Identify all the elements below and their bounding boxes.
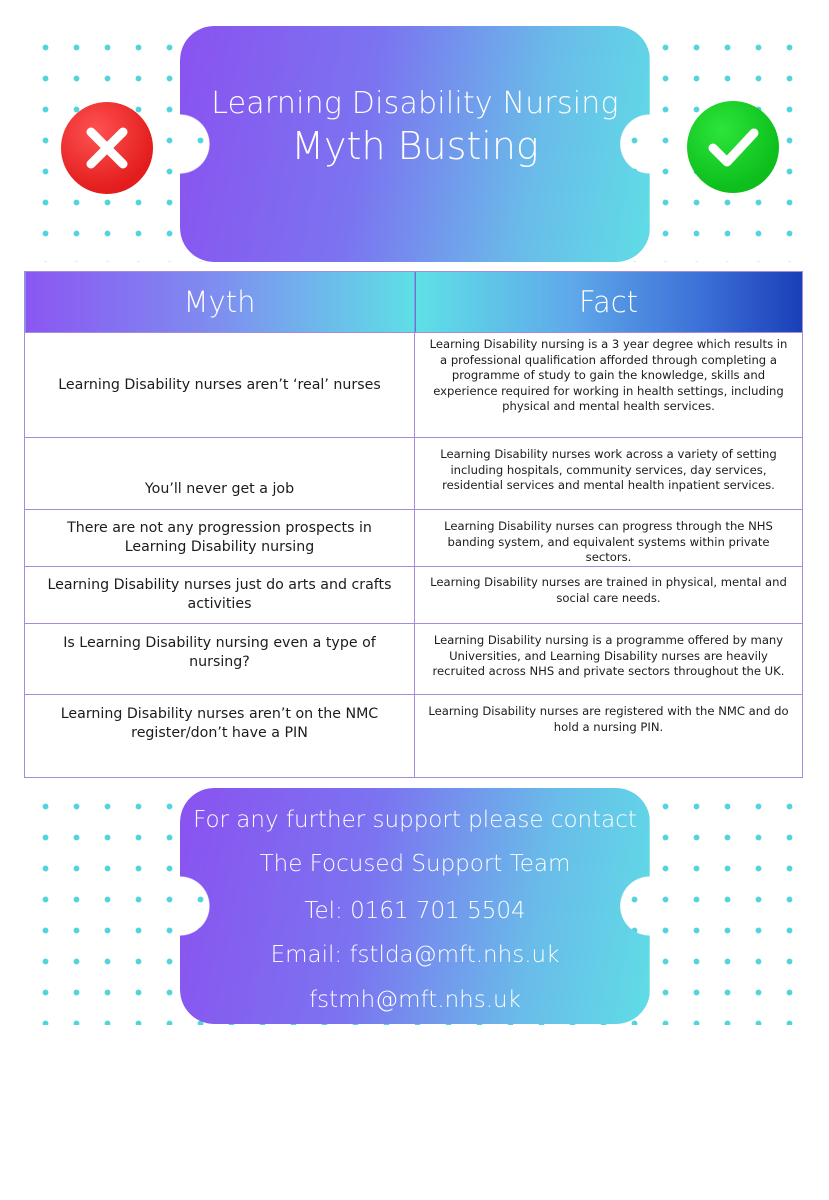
fact-cell: Learning Disability nurses can progress through the NHS banding system, and equivalent systems within private sectors. [415, 510, 803, 567]
telephone-number: Tel: 0161 701 5504 [304, 898, 526, 924]
fact-column-header: Fact [415, 272, 803, 333]
support-message: For any further support please contact [193, 807, 637, 833]
myth-cell: Learning Disability nurses just do arts and crafts activities [25, 567, 415, 624]
table-row [25, 333, 803, 438]
myth-column-header: Myth [25, 272, 415, 333]
myth-cell: Learning Disability nurses aren’t on the NMC register/don’t have a PIN [25, 695, 415, 778]
table-header-row [25, 272, 803, 333]
fact-cell: Learning Disability nurses are trained in physical, mental and social care needs. [415, 567, 803, 624]
fact-cell: Learning Disability nursing is a 3 year degree which results in a professional qualification afforded through completing a programme of study to gain the knowledge, skills and experience required for working in health settings, including physical and mental health services. [415, 333, 803, 438]
myth-cell: Learning Disability nurses aren’t ‘real’ nurses [25, 333, 415, 438]
cross-icon [61, 102, 153, 194]
table-row [25, 695, 803, 778]
fact-cell: Learning Disability nurses are registered with the NMC and do hold a nursing PIN. [415, 695, 803, 778]
table-row [25, 510, 803, 567]
table-row [25, 567, 803, 624]
fact-cell: Learning Disability nursing is a programme offered by many Universities, and Learning Disability nurses are heavily recruited across NHS and private sectors throughout the UK. [415, 624, 803, 695]
table-row [25, 438, 803, 510]
email-address-lda: Email: fstlda@mft.nhs.uk [270, 942, 560, 968]
email-address-mh: fstmh@mft.nhs.uk [309, 987, 521, 1013]
myth-fact-table [24, 271, 803, 778]
team-name: The Focused Support Team [259, 851, 571, 877]
myth-cell: Is Learning Disability nursing even a type of nursing? [25, 624, 415, 695]
page-title-line1: Learning Disability Nursing [211, 86, 619, 121]
table-row [25, 624, 803, 695]
myth-cell: You’ll never get a job [25, 438, 415, 510]
check-icon [687, 101, 779, 193]
myth-cell: There are not any progression prospects in Learning Disability nursing [25, 510, 415, 567]
page-title-line2: Myth Busting [291, 124, 539, 168]
fact-cell: Learning Disability nurses work across a variety of setting including hospitals, community services, day services, residential services and mental health inpatient services. [415, 438, 803, 510]
